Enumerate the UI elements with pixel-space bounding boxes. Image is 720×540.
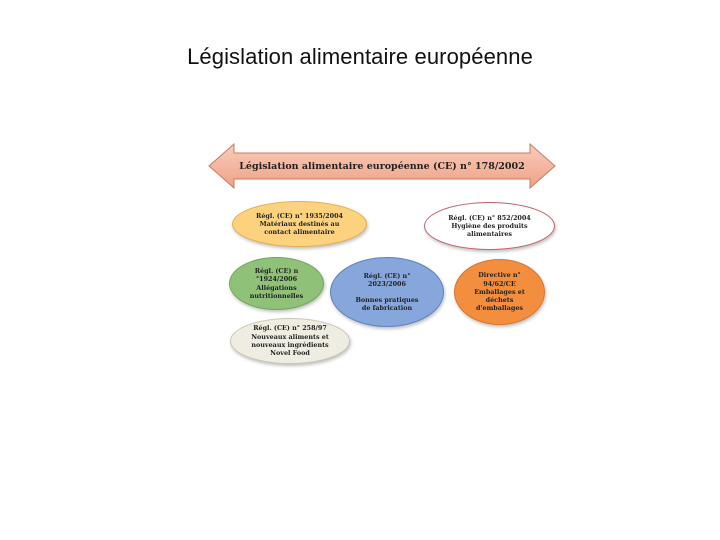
node-directive-94-62-ce [454, 259, 545, 325]
node-text: Régl. (CE) n° 258/97 Nouveaux aliments et nouveaux ingrédients Novel Food [251, 324, 329, 358]
banner-label: Législation alimentaire européenne (CE) n° 178/2002 [239, 160, 525, 172]
node-regl-852-2004 [424, 202, 555, 250]
node-regl-1935-2004 [232, 201, 367, 247]
node-text: Régl. (CE) n °1924/2006 Allégations nutritionnelles [249, 266, 304, 300]
node-text: Régl. (CE) n° 2023/2006 Bonnes pratiques de fabrication [355, 271, 419, 312]
node-regl-258-97 [230, 318, 350, 364]
slide-title: Législation alimentaire européenne [187, 44, 533, 69]
double-arrow-banner [208, 143, 556, 189]
node-regl-2023-2006 [330, 257, 444, 327]
node-text: Régl. (CE) n° 1935/2004 Matériaux destinés au contact alimentaire [256, 211, 343, 237]
node-text: Régl. (CE) n° 852/2004 Hygiène des produits alimentaires [448, 213, 531, 239]
node-text: Directive n° 94/62/CE Emballages et déchets d'emballages [474, 271, 525, 313]
node-regl-1924-2006 [229, 257, 324, 310]
